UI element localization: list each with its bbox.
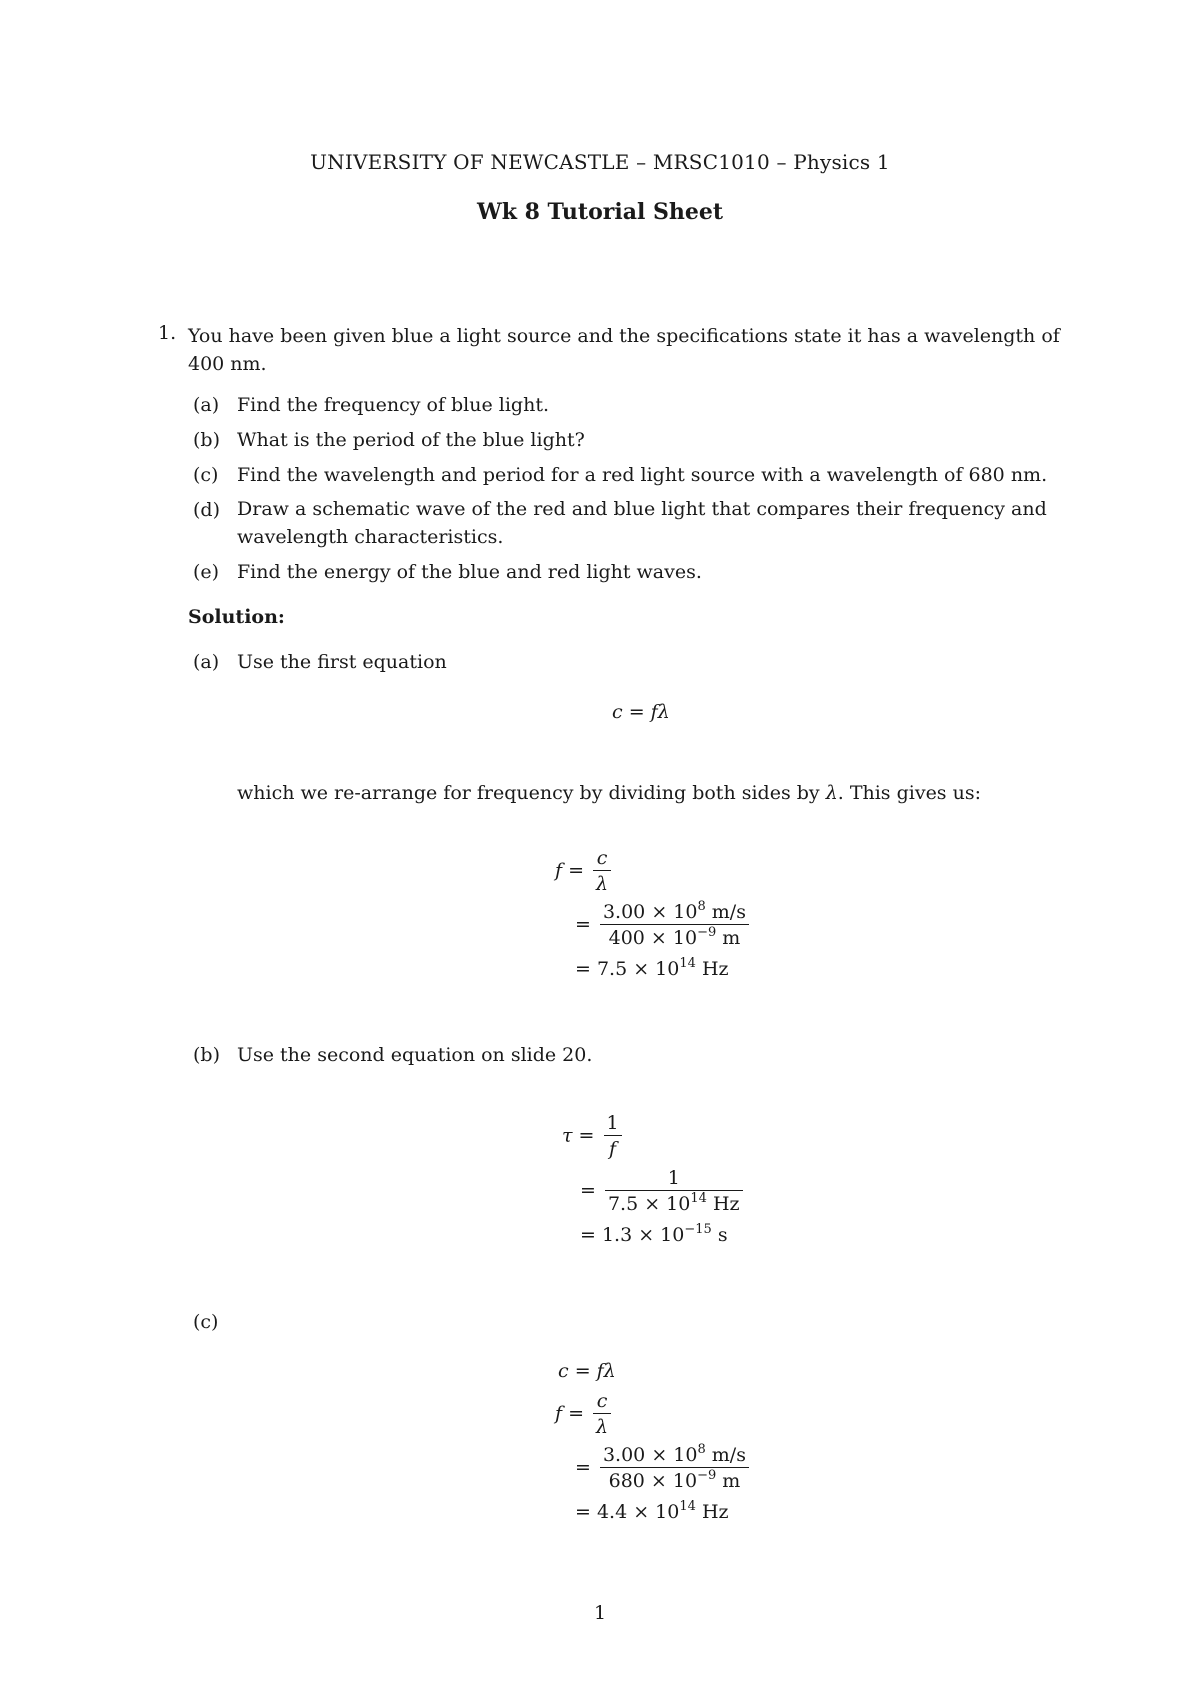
math-symbol: f <box>596 1360 604 1382</box>
equation-c-f-lambda-c: c = fλ <box>558 1360 616 1382</box>
equation-f-c-over-lambda: f = $\frac{c}{\lambda}$ <box>555 846 614 897</box>
math-symbol: λ <box>603 1360 616 1382</box>
math-symbol: c <box>558 1360 569 1382</box>
course-header: UNIVERSITY OF NEWCASTLE – MRSC1010 – Physics 1 <box>310 150 890 174</box>
part-label: (d) <box>193 499 220 521</box>
math-symbol: τ <box>562 1124 573 1147</box>
fraction <box>593 1389 611 1440</box>
numerator: $3.00 \times 10^8$ m/s <box>602 1442 746 1466</box>
question-number: 1. <box>158 322 177 344</box>
part-text: Find the wavelength and period for a red light source with a wavelength of 680 nm. <box>237 464 1048 486</box>
denominator: f <box>604 1135 622 1162</box>
part-text: Find the energy of the blue and red light waves. <box>237 561 702 583</box>
fraction <box>600 1443 749 1494</box>
question-part-d-label <box>193 499 237 522</box>
numerator: c <box>596 1390 608 1412</box>
numerator: 1 <box>667 1167 680 1189</box>
math-symbol: f <box>555 1402 563 1425</box>
part-label: (b) <box>193 1044 220 1066</box>
equation-f-c-over-lambda-c: f = $\frac{c}{\lambda}$ <box>555 1389 614 1440</box>
solution-part-c-label <box>193 1311 237 1334</box>
math-symbol: f <box>555 859 563 882</box>
rearrange-text <box>237 782 981 805</box>
part-label: (a) <box>193 394 220 416</box>
question-part-e <box>193 561 702 584</box>
page-title: Wk 8 Tutorial Sheet <box>476 199 724 225</box>
part-text: What is the period of the blue light? <box>237 429 585 451</box>
equation-result-b: = $1.3 \times 10^{-15}$ s <box>580 1222 728 1246</box>
part-text: Use the first equation <box>237 651 447 673</box>
part-text: Find the frequency of blue light. <box>237 394 550 416</box>
question-part-b <box>193 429 585 452</box>
solution-part-a-intro <box>193 651 447 674</box>
part-label: (a) <box>193 651 220 673</box>
equation-substitution-b: = $\frac{1}{7.5 \times 10^{14} Hz}$ <box>580 1166 746 1217</box>
numerator: $3.00 \times 10^8$ m/s <box>602 899 746 923</box>
fraction <box>605 1166 743 1217</box>
part-text: Use the second equation on slide 20. <box>237 1044 593 1066</box>
fraction <box>604 1111 622 1162</box>
math-symbol: c <box>612 701 623 723</box>
part-label: (e) <box>193 561 220 583</box>
math-symbol: λ <box>657 701 670 723</box>
numerator: 1 <box>606 1112 619 1134</box>
math-operator: = <box>628 701 645 723</box>
page-number: 1 <box>593 1602 607 1624</box>
part-label: (c) <box>193 1311 219 1333</box>
question-part-d-text: Draw a schematic wave of the red and blue light that compares their frequency and wavelength characteristics. <box>237 498 1047 548</box>
fraction <box>600 900 749 951</box>
solution-part-b-intro <box>193 1044 592 1067</box>
equation-c-f-lambda <box>612 701 670 724</box>
numerator: c <box>596 847 608 869</box>
equation-result-c: = $4.4 \times 10^{14}$ Hz <box>575 1499 729 1523</box>
paragraph-text: . This gives us: <box>837 782 981 804</box>
part-label: (c) <box>193 464 219 486</box>
denominator: λ <box>593 1413 611 1440</box>
math-symbol: f <box>650 701 658 723</box>
denominator: $680 \times 10^{-9}$ m <box>600 1467 749 1494</box>
question-text: You have been given blue a light source and the specifications state it has a wavelength of 400 nm. <box>188 325 1060 375</box>
math-symbol: λ <box>825 782 838 804</box>
part-label: (b) <box>193 429 220 451</box>
denominator: $400 \times 10^{-9}$ m <box>600 924 749 951</box>
paragraph-text: which we re-arrange for frequency by dividing both sides by <box>237 782 820 804</box>
solution-heading: Solution: <box>188 606 285 628</box>
denominator: λ <box>593 870 611 897</box>
denominator: $7.5 \times 10^{14}$ Hz <box>605 1190 743 1217</box>
fraction <box>593 846 611 897</box>
question-part-a <box>193 394 549 417</box>
equation-substitution-a: = $\frac{3.00 \times 10^8 m/s}{400 \times 10^{-9} m}$ <box>575 900 752 951</box>
equation-tau-1-over-f: τ = $\frac{1}{f}$ <box>562 1111 625 1162</box>
equation-result-a: = $7.5 \times 10^{14}$ Hz <box>575 956 729 980</box>
question-part-c <box>193 464 1047 487</box>
equation-substitution-c: = $\frac{3.00 \times 10^8 m/s}{680 \times 10^{-9} m}$ <box>575 1443 752 1494</box>
